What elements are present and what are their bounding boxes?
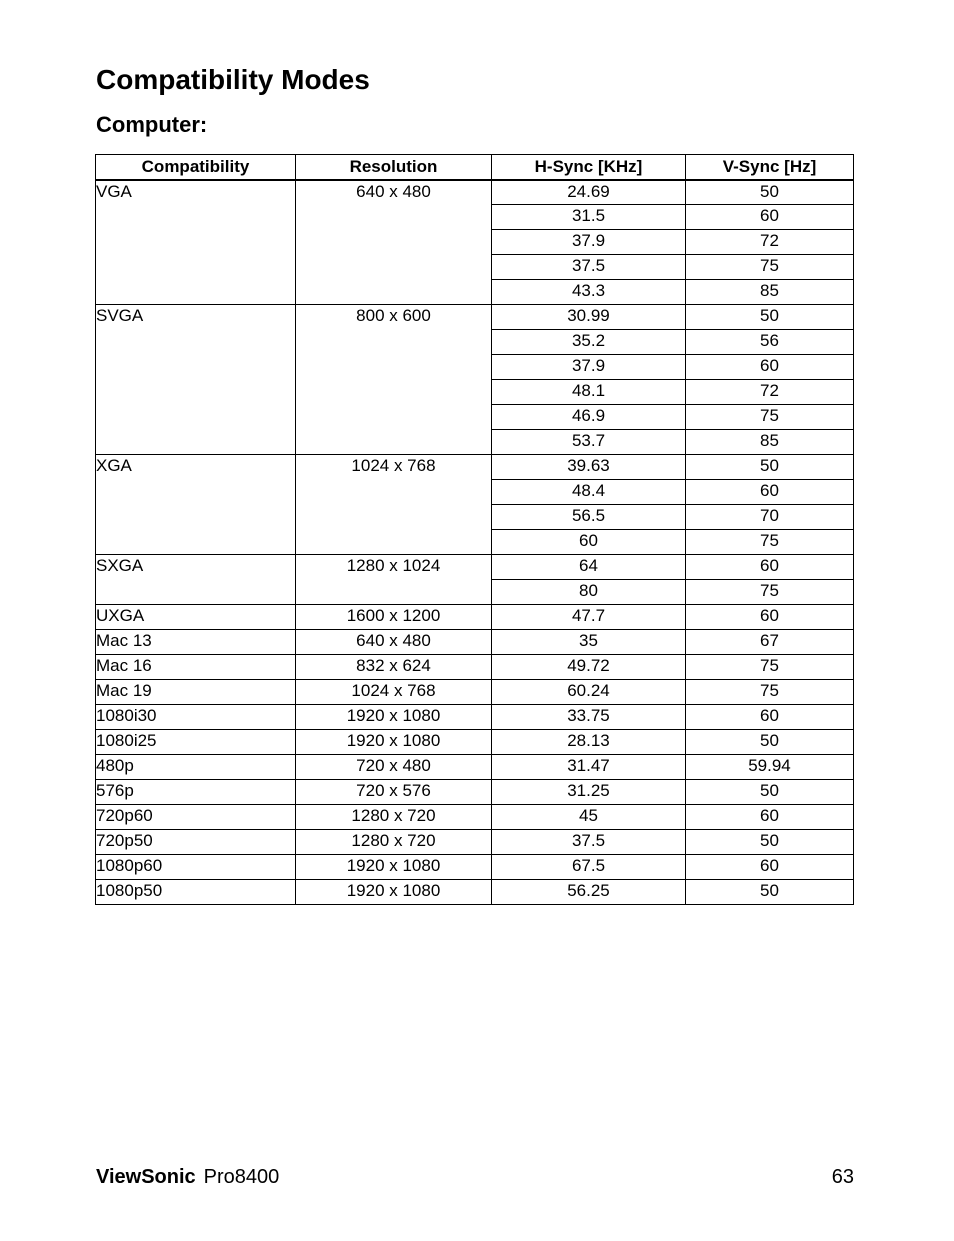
cell-hsync: 35 [492, 630, 686, 655]
table-row [96, 605, 854, 630]
cell-resolution: 800 x 600 [296, 305, 492, 455]
cell-hsync: 35.2 [492, 330, 686, 355]
cell-vsync: 72 [686, 230, 854, 255]
cell-vsync: 59.94 [686, 755, 854, 780]
table-body [96, 180, 854, 905]
cell-hsync: 60.24 [492, 680, 686, 705]
cell-vsync: 75 [686, 530, 854, 555]
cell-vsync: 75 [686, 680, 854, 705]
table-row [96, 180, 854, 205]
table-row [96, 555, 854, 580]
table-row [96, 680, 854, 705]
cell-vsync: 50 [686, 305, 854, 330]
cell-vsync: 85 [686, 430, 854, 455]
cell-vsync: 50 [686, 180, 854, 205]
footer-model: Pro8400 [203, 1166, 280, 1188]
cell-hsync: 53.7 [492, 430, 686, 455]
cell-vsync: 60 [686, 855, 854, 880]
cell-compatibility: 1080p60 [96, 855, 296, 880]
cell-hsync: 24.69 [492, 180, 686, 205]
cell-hsync: 28.13 [492, 730, 686, 755]
cell-resolution: 1920 x 1080 [296, 730, 492, 755]
table-row [96, 855, 854, 880]
cell-hsync: 30.99 [492, 305, 686, 330]
cell-hsync: 43.3 [492, 280, 686, 305]
cell-resolution: 832 x 624 [296, 655, 492, 680]
cell-compatibility: VGA [96, 180, 296, 305]
cell-resolution: 1920 x 1080 [296, 855, 492, 880]
cell-hsync: 64 [492, 555, 686, 580]
cell-vsync: 60 [686, 705, 854, 730]
cell-hsync: 31.25 [492, 780, 686, 805]
cell-hsync: 45 [492, 805, 686, 830]
cell-vsync: 70 [686, 505, 854, 530]
cell-vsync: 75 [686, 655, 854, 680]
cell-vsync: 50 [686, 730, 854, 755]
table-row [96, 755, 854, 780]
cell-resolution: 1024 x 768 [296, 455, 492, 555]
cell-resolution: 1280 x 720 [296, 805, 492, 830]
table-row [96, 730, 854, 755]
cell-resolution: 1280 x 720 [296, 830, 492, 855]
header-vsync: V-Sync [Hz] [686, 155, 854, 180]
cell-hsync: 67.5 [492, 855, 686, 880]
cell-compatibility: 576p [96, 780, 296, 805]
cell-compatibility: SVGA [96, 305, 296, 455]
cell-vsync: 60 [686, 205, 854, 230]
compatibility-table [95, 154, 854, 905]
cell-vsync: 75 [686, 580, 854, 605]
header-compatibility: Compatibility [96, 155, 296, 180]
page-footer [96, 1164, 854, 1190]
table-row [96, 830, 854, 855]
cell-vsync: 60 [686, 480, 854, 505]
cell-vsync: 67 [686, 630, 854, 655]
cell-hsync: 31.5 [492, 205, 686, 230]
cell-vsync: 50 [686, 455, 854, 480]
table-row [96, 880, 854, 905]
cell-vsync: 60 [686, 605, 854, 630]
section-subtitle: Computer: [96, 112, 208, 137]
cell-compatibility: Mac 19 [96, 680, 296, 705]
cell-compatibility: 1080i30 [96, 705, 296, 730]
cell-vsync: 60 [686, 555, 854, 580]
cell-hsync: 33.75 [492, 705, 686, 730]
cell-hsync: 37.5 [492, 830, 686, 855]
cell-vsync: 50 [686, 880, 854, 905]
table-row [96, 455, 854, 480]
cell-compatibility: Mac 13 [96, 630, 296, 655]
cell-compatibility: 1080p50 [96, 880, 296, 905]
header-resolution: Resolution [296, 155, 492, 180]
cell-hsync: 48.1 [492, 380, 686, 405]
cell-resolution: 1920 x 1080 [296, 705, 492, 730]
table-row [96, 305, 854, 330]
cell-hsync: 37.9 [492, 230, 686, 255]
footer-brand: ViewSonic [96, 1166, 196, 1188]
cell-hsync: 31.47 [492, 755, 686, 780]
cell-hsync: 47.7 [492, 605, 686, 630]
cell-vsync: 50 [686, 830, 854, 855]
cell-resolution: 1920 x 1080 [296, 880, 492, 905]
cell-compatibility: 1080i25 [96, 730, 296, 755]
cell-compatibility: 480p [96, 755, 296, 780]
cell-compatibility: SXGA [96, 555, 296, 605]
cell-vsync: 75 [686, 255, 854, 280]
cell-hsync: 56.5 [492, 505, 686, 530]
cell-resolution: 720 x 480 [296, 755, 492, 780]
table-row [96, 630, 854, 655]
cell-hsync: 56.25 [492, 880, 686, 905]
page-number: 63 [831, 1166, 854, 1188]
cell-compatibility: XGA [96, 455, 296, 555]
cell-compatibility: UXGA [96, 605, 296, 630]
cell-hsync: 37.9 [492, 355, 686, 380]
cell-hsync: 48.4 [492, 480, 686, 505]
table-row [96, 705, 854, 730]
cell-compatibility: 720p50 [96, 830, 296, 855]
cell-vsync: 75 [686, 405, 854, 430]
cell-hsync: 46.9 [492, 405, 686, 430]
cell-vsync: 50 [686, 780, 854, 805]
table-row [96, 805, 854, 830]
cell-vsync: 60 [686, 355, 854, 380]
header-hsync: H-Sync [KHz] [492, 155, 686, 180]
cell-resolution: 640 x 480 [296, 180, 492, 305]
page-title: Compatibility Modes [96, 64, 370, 95]
cell-hsync: 37.5 [492, 255, 686, 280]
cell-vsync: 56 [686, 330, 854, 355]
cell-hsync: 60 [492, 530, 686, 555]
cell-vsync: 60 [686, 805, 854, 830]
cell-hsync: 80 [492, 580, 686, 605]
cell-vsync: 72 [686, 380, 854, 405]
cell-resolution: 720 x 576 [296, 780, 492, 805]
cell-hsync: 39.63 [492, 455, 686, 480]
cell-compatibility: 720p60 [96, 805, 296, 830]
table-header-row [96, 155, 854, 180]
cell-resolution: 1600 x 1200 [296, 605, 492, 630]
table-row [96, 655, 854, 680]
cell-vsync: 85 [686, 280, 854, 305]
cell-compatibility: Mac 16 [96, 655, 296, 680]
cell-resolution: 1024 x 768 [296, 680, 492, 705]
cell-resolution: 640 x 480 [296, 630, 492, 655]
table-row [96, 780, 854, 805]
cell-resolution: 1280 x 1024 [296, 555, 492, 605]
cell-hsync: 49.72 [492, 655, 686, 680]
